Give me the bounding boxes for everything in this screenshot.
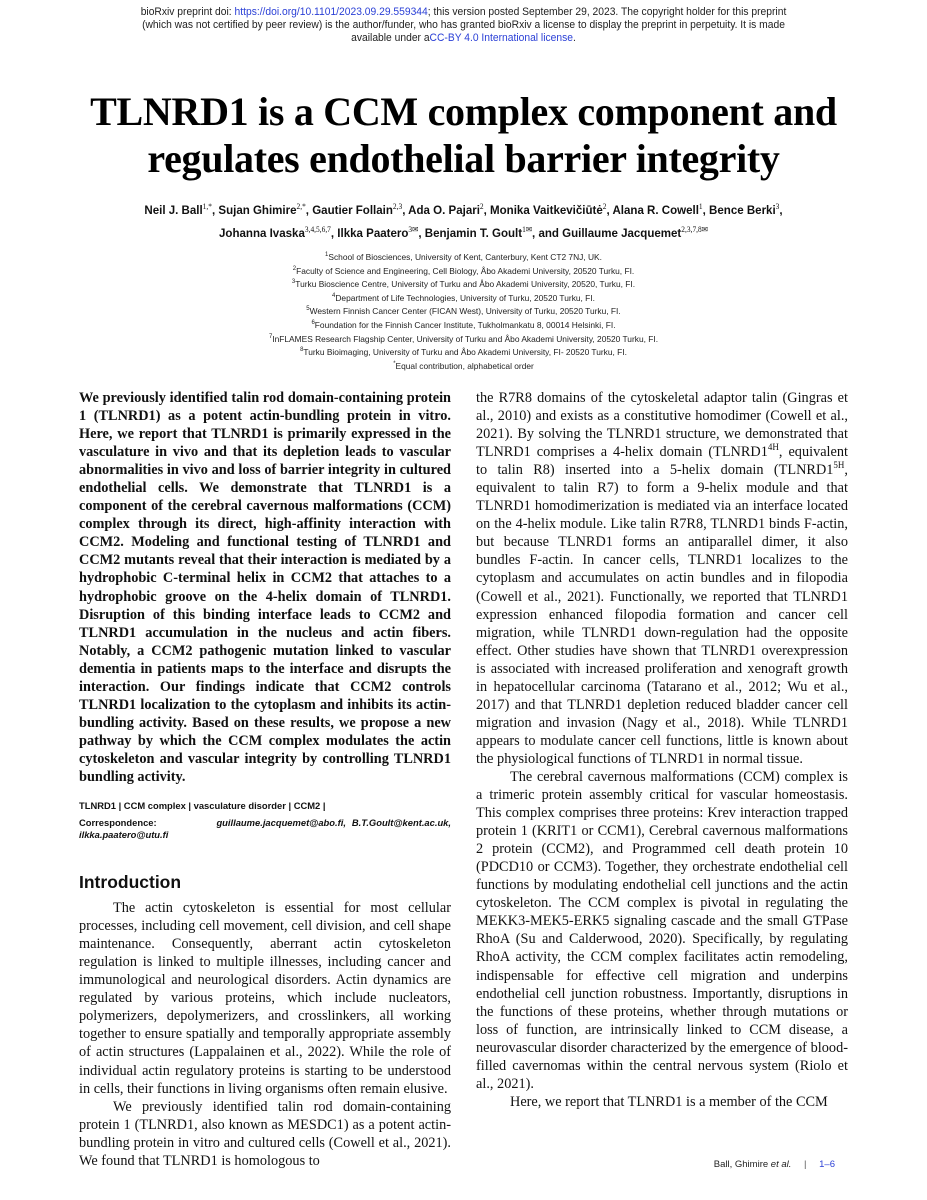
author-affiliation-marker: 3 [408, 225, 413, 235]
author [709, 203, 783, 217]
banner-line3-prefix: available under a [351, 32, 430, 44]
author-separator: , [606, 203, 613, 218]
author-affiliation-marker: 3,4,5,6,7 [304, 225, 331, 235]
affiliation-number: 5 [306, 306, 310, 313]
author-affiliation-marker: 3 [775, 202, 780, 211]
author-separator: , and [532, 226, 563, 241]
affiliation [60, 277, 867, 291]
banner-line-3 [92, 32, 834, 45]
intro-paragraph-4: Here, we report that TLNRD1 is a member of the CCM [510, 1093, 828, 1110]
author-affiliation-marker: 1 [522, 225, 526, 235]
author-affiliation-marker: 2 [479, 202, 484, 211]
affiliation-list [60, 250, 867, 372]
banner-prefix: bioRxiv preprint doi: [140, 6, 235, 18]
author-name: Sujan Ghimire [218, 203, 297, 218]
affiliation-text: Equal contribution, alphabetical order [395, 360, 534, 371]
author-affiliation-marker: 1,* [202, 202, 212, 211]
author [312, 203, 408, 217]
author [490, 203, 612, 217]
affiliation-number: 2 [292, 265, 297, 272]
doi-link[interactable]: https://doi.org/10.1101/2023.09.29.559344 [234, 6, 428, 18]
author [408, 203, 490, 217]
paper-title [60, 88, 867, 182]
author-name: Monika Vaitkevičiūtė [490, 203, 603, 218]
author-separator: , [779, 203, 783, 218]
affiliation-number: 8 [300, 347, 304, 354]
author [612, 203, 709, 217]
author-name: Johanna Ivaska [219, 226, 305, 241]
page-footer [714, 1159, 835, 1170]
envelope-icon[interactable]: ✉ [701, 225, 708, 235]
left-column [79, 389, 451, 1170]
author-separator: , [211, 203, 219, 218]
footer-separator: | [804, 1159, 807, 1170]
affiliation-number: 6 [311, 319, 315, 326]
section-heading-introduction: Introduction [79, 872, 182, 893]
right-column [476, 389, 848, 1111]
envelope-icon[interactable]: ✉ [525, 225, 533, 235]
intro-paragraph-2-continued [476, 389, 848, 768]
affiliation-text: Foundation for the Finnish Cancer Institute, Tukholmankatu 8, 00014 Helsinki, FI. [314, 319, 616, 330]
affiliation-number: 7 [268, 333, 273, 340]
affiliation-number: 4 [332, 292, 336, 299]
title-line-1: TLNRD1 is a CCM complex component and [90, 89, 837, 134]
correspondence-emails[interactable]: guillaume.jacquemet@abo.fi, B.T.Goult@kent.ac.uk, ilkka.paatero@utu.fi [79, 817, 451, 841]
affiliation-number: * [393, 360, 396, 367]
intro-paragraph-2: We previously identified talin rod domain-containing protein 1 (TLNRD1, also known as MESDC1) as a potent actin-bundling protein in vitro and cultured cells (Cowell et al., 2021). We found that TLNRD1 is homologous to [79, 1098, 451, 1169]
affiliation-text: School of Biosciences, University of Kent, Canterbury, Kent CT2 7NJ, UK. [328, 251, 602, 262]
affiliation-text: Department of Life Technologies, University of Turku, 20520 Turku, FI. [335, 292, 595, 303]
author [425, 226, 562, 240]
affiliation [60, 345, 867, 359]
affiliation [60, 291, 867, 305]
affiliation-text: InFLAMES Research Flagship Center, University of Turku and Åbo Akademi University, 20520 Turku, FI. [272, 333, 659, 344]
title-line-2: regulates endothelial barrier integrity [147, 136, 780, 181]
author-list [88, 197, 839, 243]
affiliation-text: Turku Bioscience Centre, University of Turku and Åbo Akademi University, 20520, Turku, FI. [295, 278, 636, 289]
author-separator: , [330, 226, 338, 241]
keywords: TLNRD1 | CCM complex | vasculature disorder | CCM2 | [79, 800, 326, 812]
abstract: We previously identified talin rod domain-containing protein 1 (TLNRD1) as a potent actin-bundling protein in vitro. Here, we report that TLNRD1 is primarily expressed in the vasculature in vivo and that its depletion leads to vascular abnormalities in vivo and loss of barrier integrity in cultured endothelial cells. We demonstrate that TLNRD1 is a component of the cerebral cavernous malformations (CCM) complex through its direct, high-affinity interaction with CCM2. Modeling and functional testing of TLNRD1 and CCM2 mutants reveal that their interaction is mediated by a hydrophobic C-terminal helix in CCM2 that attaches to a hydrophobic groove on the 4-helix domain of TLNRD1. Disruption of this binding interface leads to CCM2 and TLNRD1 accumulation in the nucleus and actin fibers. Notably, a CCM2 pathogenic mutation linked to vascular dementia in patients maps to the interface and disrupts the interaction. Our findings indicate that CCM2 controls TLNRD1 localization to the cytoplasm and inhibits its actin-bundling activity. Based on these results, we propose a new pathway by which the CCM complex modulates the actin cytoskeleton and vascular integrity by controlling TLNRD1 bundling activity. [79, 390, 451, 785]
author-name: Bence Berki [709, 203, 776, 218]
envelope-icon[interactable]: ✉ [412, 225, 419, 235]
correspondence [79, 817, 451, 841]
footer-etal: et al. [770, 1159, 792, 1170]
banner-line-1 [92, 6, 834, 19]
superscript-4h: 4H [767, 442, 779, 453]
author-name: Guillaume Jacquemet [562, 226, 682, 241]
author [218, 203, 312, 217]
intro-paragraph-3: The cerebral cavernous malformations (CCM) complex is a trimeric protein assembly critical for vascular homeostasis. This complex comprises three proteins: Krev interaction trapped protein 1 (KRIT1 or CCM1), Cerebral cavernous malformations 2 protein (CCM2), and Programmed cell death protein 10 (PDCD10 or CCM3). Together, they orchestrate endothelial cell functions by modulating endothelial cell junctions and the actin cytoskeleton. The CCM complex is pivotal in regulating the MEKK3-MEK5-ERK5 signaling cascade and the small GTPase RhoA (Su and Calderwood, 2020). Specifically, by regulating RhoA activity, the CCM complex facilitates actin remodeling, indispensable for effective cell migration and underpins endothelial cell junction robustness. Importantly, disruptions in the functions of these proteins, whether through mutations or loss of function, are intrinsically linked to CCM disease, a neurovascular disorder characterized by the emergence of blood-filled cavernomas within the central nervous system (Riolo et al., 2021). [476, 768, 848, 1092]
correspondence-label: Correspondence: [79, 817, 157, 829]
author-separator: , [305, 203, 313, 218]
p2-cont-a: the R7R8 domains of the cytoskeletal adaptor talin (Gingras et al., 2010) and exists as a constitutive homodimer (Cowell et al., 2021). By solving the TLNRD1 structure, we demonstrated that TLNRD1 comprises a 4-helix domain (TLNRD1 [476, 390, 848, 461]
superscript-5h: 5H [833, 460, 845, 471]
author [144, 203, 218, 217]
banner-suffix: ; this version posted September 29, 2023. The copyright holder for this preprint [427, 6, 787, 18]
author-affiliation-marker: 2,3,7,8 [681, 225, 702, 235]
author-name: Alana R. Cowell [612, 203, 699, 218]
affiliation-text: Turku Bioimaging, University of Turku and Åbo Akademi University, FI- 20520 Turku, FI. [303, 346, 627, 357]
author-affiliation-marker: 1 [698, 202, 703, 211]
affiliation [60, 318, 867, 332]
affiliation [60, 250, 867, 264]
author-name: Benjamin T. Goult [424, 226, 523, 241]
intro-paragraph-1: The actin cytoskeleton is essential for most cellular processes, including cell movement, cell division, and cell shape maintenance. Consequently, aberrant actin cytoskeleton regulation is linked to multiple illnesses, including cancer and immunological and neurological disorders. Actin dynamics are regulated by various proteins, which include nucleators, polymerizers, depolymerizers, and crosslinkers, all working together to ensure spatially and temporally appropriate assembly of actin structures (Lappalainen et al., 2022). While the role of individual actin regulatory proteins is starting to be understood in cells, their functions in living organisms often remain elusive. [79, 900, 451, 1097]
author-name: Ilkka Paatero [337, 226, 409, 241]
author [219, 226, 337, 240]
license-link[interactable]: CC-BY 4.0 International license [429, 32, 573, 44]
footer-page-range[interactable]: 1–6 [819, 1159, 835, 1170]
affiliation [60, 332, 867, 346]
author-separator: , [702, 203, 710, 218]
author-affiliation-marker: 2,3 [392, 202, 403, 211]
affiliation-text: Faculty of Science and Engineering, Cell Biology, Åbo Akademi University, 20520 Turku, FI. [296, 265, 635, 276]
p2-cont-b: , equivalent to talin R8) inserted into a 5-helix domain (TLNRD1 [476, 444, 848, 479]
affiliation [60, 264, 867, 278]
p2-cont-c: , equivalent to talin R7) to form a 9-helix module and that TLNRD1 homodimerization is mediated via an interface located on the 4-helix module. Like talin R7R8, TLNRD1 binds F-actin, but because TLNRD1 forms an antiparallel dimer, it also bundles F-actin. In cancer cells, TLNRD1 localizes to the cytoplasm and accumulates on actin bundles and in filopodia (Cowell et al., 2021). Functionally, we reported that TLNRD1 expression enhanced filopodia formation and cancer cell migration, while TLNRD1 down-regulation had the opposite effect. Other studies have shown that TLNRD1 overexpression is associated with increased proliferation and xenograft growth in hepatocellular carcinoma (Tatarano et al., 2012; Wu et al., 2017) and that TLNRD1 depletion reduced bladder cancer cell migration and invasion (Nagy et al., 2018). While TLNRD1 appears to modulate cancer cell functions, little is known about the physiological functions of TLNRD1 in normal tissue. [476, 462, 848, 767]
author-name: Ada O. Pajari [408, 203, 480, 218]
author-separator: , [483, 203, 491, 218]
banner-line3-suffix: . [572, 32, 576, 44]
author-separator: , [418, 226, 425, 241]
affiliation [60, 304, 867, 318]
affiliation-number: 3 [291, 279, 296, 286]
author-affiliation-marker: 2 [602, 202, 607, 211]
footer-authors: Ball, Ghimire [713, 1159, 771, 1170]
affiliation-number: 1 [325, 252, 329, 258]
affiliation [60, 359, 867, 373]
author-name: Neil J. Ball [144, 203, 203, 218]
author-name: Gautier Follain [312, 203, 393, 218]
author-separator: , [402, 203, 409, 218]
affiliation-text: Western Finnish Cancer Center (FICAN West), University of Turku, 20520 Turku, FI. [309, 306, 621, 317]
author-affiliation-marker: 2,* [296, 202, 306, 211]
author [562, 226, 708, 240]
author [337, 226, 424, 240]
banner-line-2: (which was not certified by peer review) is the author/funder, who has granted bioRxiv a license to display the preprint in perpetuity. It is made [142, 19, 785, 31]
preprint-banner [92, 6, 834, 45]
